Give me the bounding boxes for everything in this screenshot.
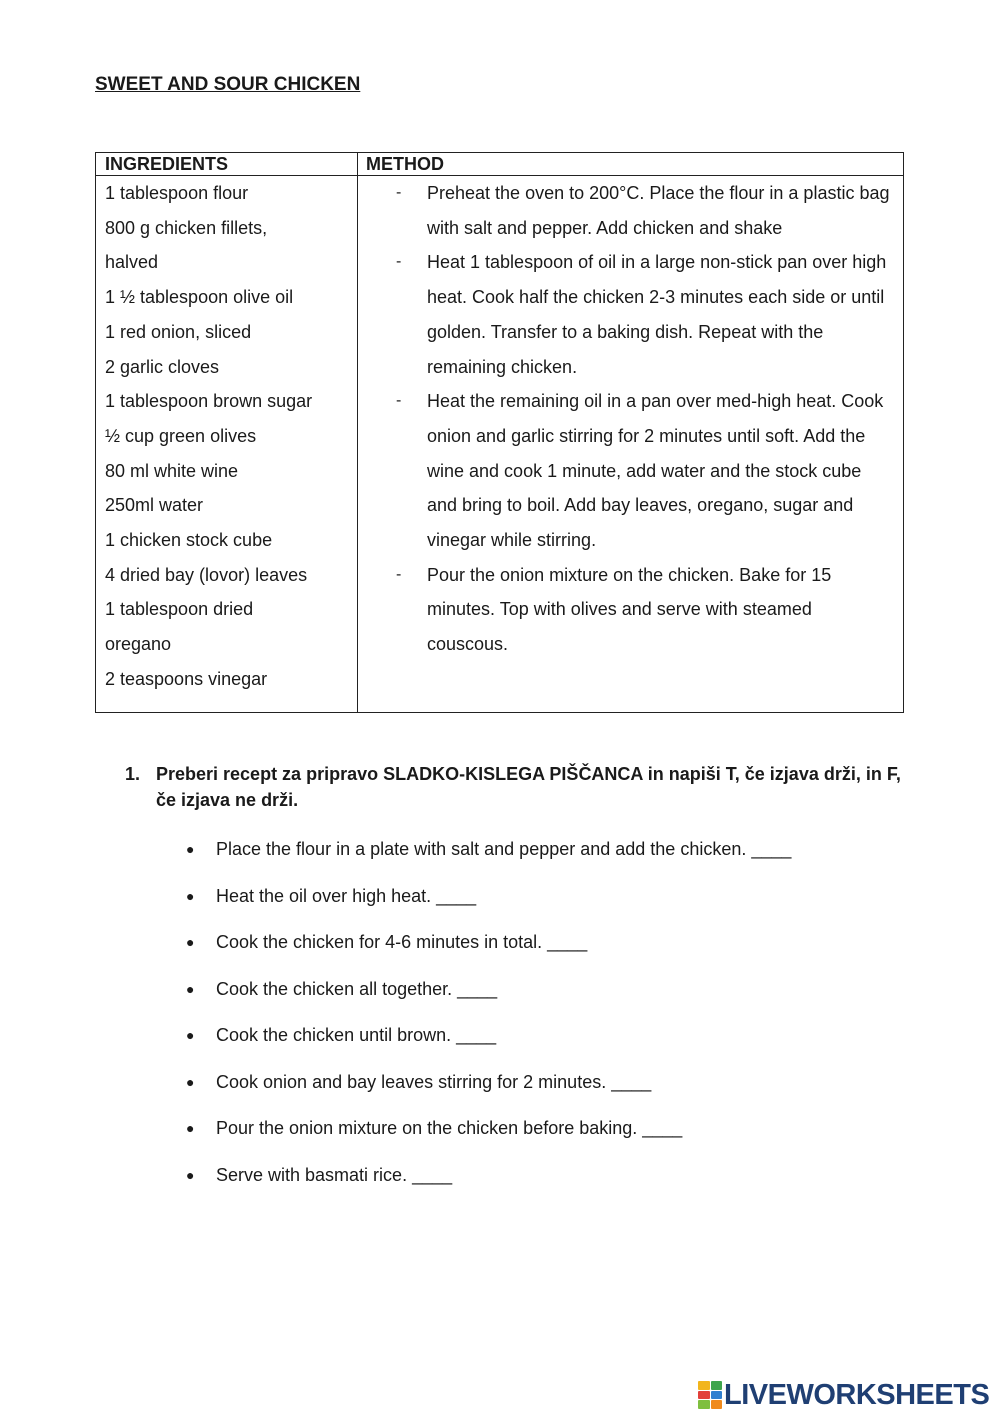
statement-item xyxy=(186,976,926,1023)
logo-text: LIVEWORKSHEETS xyxy=(724,1379,990,1411)
logo-tile xyxy=(711,1391,723,1400)
bullet-icon: ● xyxy=(186,1166,195,1183)
statement-text: Cook onion and bay leaves stirring for 2 minutes. ____ xyxy=(216,1071,652,1092)
bullet-icon: ● xyxy=(186,887,195,904)
statement-item xyxy=(186,929,926,976)
logo-tile xyxy=(698,1381,710,1390)
recipe-table xyxy=(95,152,904,713)
ingredients-list xyxy=(105,176,353,697)
method-step-text: Pour the onion mixture on the chicken. Bake for 15 minutes. Top with olives and serve with steamed couscous. xyxy=(427,564,832,655)
liveworksheets-logo[interactable] xyxy=(698,1378,989,1412)
ingredient-line: 4 dried bay (lovor) leaves xyxy=(105,564,308,585)
logo-tile xyxy=(711,1400,723,1409)
method-header: METHOD xyxy=(366,154,444,174)
statement-item xyxy=(186,1115,926,1162)
dash-marker: - xyxy=(396,392,402,410)
method-step xyxy=(366,176,896,245)
method-step-text: Heat the remaining oil in a pan over med-high heat. Cook onion and garlic stirring for 2 minutes until soft. Add the wine and cook 1 minute, add water and the stock cube and bring to boil. Add bay leaves, oregano, sugar and vinegar while stirring. xyxy=(427,391,884,551)
bullet-icon: ● xyxy=(186,841,195,857)
ingredients-header: INGREDIENTS xyxy=(105,154,229,174)
ingredient-line: 1 tablespoon dried xyxy=(105,599,254,620)
recipe-title: SWEET AND SOUR CHICKEN xyxy=(95,74,361,95)
task-instruction xyxy=(125,761,915,813)
ingredient-line: 2 teaspoons vinegar xyxy=(105,668,268,689)
logo-tile xyxy=(698,1391,710,1400)
bullet-icon: ● xyxy=(186,980,195,997)
ingredient-line: 800 g chicken fillets, xyxy=(105,217,268,238)
method-step xyxy=(366,558,896,662)
logo-tile xyxy=(698,1400,710,1409)
ingredient-line: 250ml water xyxy=(105,495,204,516)
bullet-icon: ● xyxy=(186,1073,195,1090)
logo-mark-icon xyxy=(698,1381,722,1409)
statement-item xyxy=(186,1022,926,1069)
method-list xyxy=(366,176,896,662)
statement-text: Serve with basmati rice. ____ xyxy=(216,1164,453,1185)
method-step-text: Heat 1 tablespoon of oil in a large non-stick pan over high heat. Cook half the chicken 2-3 minutes each side or until golden. Transfer to a baking dish. Repeat with the remaining chicken. xyxy=(427,252,887,377)
statement-text: Cook the chicken until brown. ____ xyxy=(216,1025,497,1045)
statement-list xyxy=(186,836,926,1208)
task-number: 1. xyxy=(125,764,141,784)
logo-tile xyxy=(711,1381,723,1390)
ingredient-line: halved xyxy=(105,252,159,273)
statement-text: Place the flour in a plate with salt and pepper and add the chicken. ____ xyxy=(216,839,792,859)
ingredient-line: 1 red onion, sliced xyxy=(105,321,252,342)
column-divider xyxy=(357,153,358,712)
statement-text: Cook the chicken for 4-6 minutes in total. ____ xyxy=(216,932,588,952)
statement-text: Heat the oil over high heat. ____ xyxy=(216,885,477,906)
dash-marker: - xyxy=(396,565,402,583)
dash-marker: - xyxy=(396,184,402,201)
statement-item xyxy=(186,836,926,883)
bullet-icon: ● xyxy=(186,1027,195,1043)
bullet-icon: ● xyxy=(186,1120,195,1136)
ingredient-line: 1 ½ tablespoon olive oil xyxy=(105,287,294,308)
bullet-icon: ● xyxy=(186,934,195,950)
ingredient-line: 1 tablespoon brown sugar xyxy=(105,391,313,412)
statement-text: Pour the onion mixture on the chicken before baking. ____ xyxy=(216,1118,683,1138)
ingredient-line: 1 chicken stock cube xyxy=(105,530,273,551)
task-text: Preberi recept za pripravo SLADKO-KISLEGA PIŠČANCA in napiši T, če izjava drži, in F, če izjava ne drži. xyxy=(156,764,901,810)
statement-text: Cook the chicken all together. ____ xyxy=(216,978,498,999)
ingredient-line: 1 tablespoon flour xyxy=(105,183,249,203)
ingredient-line: 2 garlic cloves xyxy=(105,356,220,377)
method-step-text: Preheat the oven to 200°C. Place the flour in a plastic bag with salt and pepper. Add chicken and shake xyxy=(427,183,890,238)
statement-item xyxy=(186,1162,926,1209)
ingredient-line: oregano xyxy=(105,634,172,655)
method-step xyxy=(366,384,896,558)
dash-marker: - xyxy=(396,253,402,271)
ingredient-line: ½ cup green olives xyxy=(105,425,257,446)
ingredient-line: 80 ml white wine xyxy=(105,460,239,481)
statement-item xyxy=(186,1069,926,1116)
statement-item xyxy=(186,883,926,930)
method-step xyxy=(366,245,896,384)
